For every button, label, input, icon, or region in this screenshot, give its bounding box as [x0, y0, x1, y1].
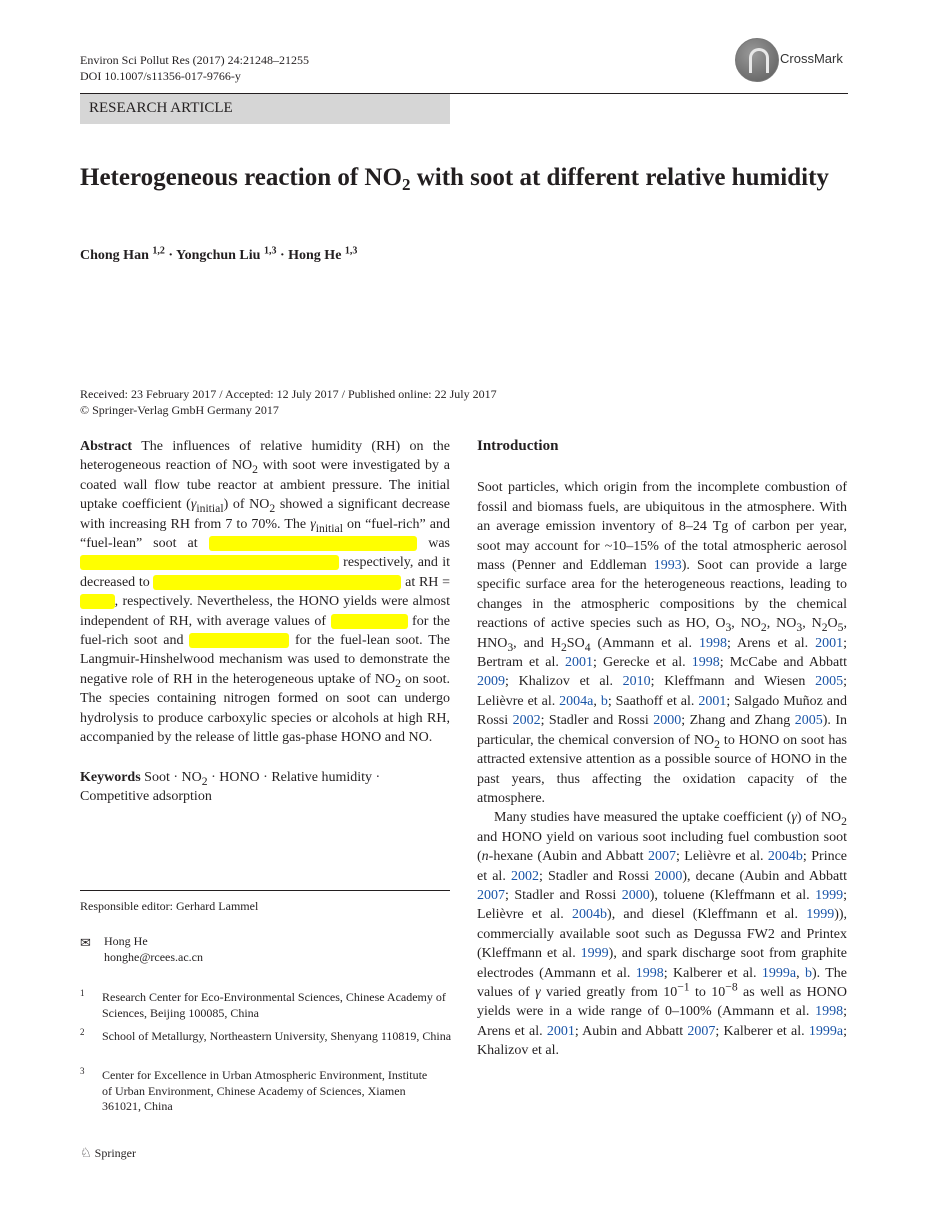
citation-link[interactable]: 2004b — [572, 907, 608, 923]
corresponding-author — [80, 934, 450, 965]
author-name[interactable]: Chong Han — [80, 248, 149, 263]
introduction-column — [477, 437, 847, 1061]
citation-link[interactable]: 2007 — [647, 849, 676, 865]
citation-link[interactable]: 2002 — [510, 868, 539, 884]
citation-link[interactable]: 2001 — [698, 693, 727, 709]
citation-link[interactable]: b — [804, 965, 812, 981]
citation-link[interactable]: 1998 — [698, 635, 727, 651]
citation-link[interactable]: 2009 — [477, 674, 505, 690]
affiliation-number: 3 — [80, 1066, 85, 1076]
abstract: Abstract The influences of relative humidity (RH) on the heterogeneous reaction of $NO_2$ with soot were investigated by a coated wall flow tube reactor at ambient pressure. The initial uptake coefficient $(\gamma_{initial})$ of $NO_2$ showed a significant decrease with increasing RH from 7 to 70%. The $\gamma_{initial}$ on “fuel-rich” and “fuel-lean” soot at was respectively, and it decreased to at RH = , respectively. Nevertheless, the HONO yields were almost independent of RH, with average values of for the fuel-rich soot and for the fuel-lean soot. The Langmuir-Hinshelwood mechanism was used to demonstrate the negative role of RH in the heterogeneous uptake of $NO_2$ on soot. The species containing nitrogen formed on soot can undergo hydrolysis to produce carboxylic species or alcohols at high RH, accompanied by the release of little gas-phase HONO and NO. — [80, 439, 451, 746]
title-text-2: with soot at different relative humidity — [410, 164, 829, 191]
springer-horse-icon: ♘ — [80, 1145, 92, 1160]
keywords: Keywords Soot · $NO_2$ · HONO · Relative humidity · Competitive adsorption — [80, 769, 381, 804]
paper-title — [80, 162, 840, 193]
citation-link[interactable]: 1999 — [806, 907, 835, 923]
author-separator: · — [276, 248, 289, 263]
author-list — [80, 245, 358, 264]
title-text: Heterogeneous reaction of NO — [80, 164, 402, 191]
author-name[interactable]: Hong He — [288, 248, 342, 263]
citation-link[interactable]: 1998 — [635, 965, 664, 981]
copyright: © Springer-Verlag GmbH Germany 2017 — [80, 403, 279, 417]
citation-link[interactable]: 1999 — [815, 887, 844, 903]
article-type-label: RESEARCH ARTICLE — [89, 100, 233, 116]
citation-link[interactable]: 2001 — [815, 635, 844, 651]
author-separator: · — [164, 248, 177, 263]
citation-link[interactable]: 2007 — [477, 887, 505, 903]
contact-name: Hong He — [104, 934, 148, 948]
crossmark-badge[interactable] — [733, 38, 853, 82]
abstract-label: Abstract — [80, 439, 133, 454]
citation-link[interactable]: 2005 — [815, 674, 844, 690]
citation-link[interactable]: 2007 — [687, 1023, 716, 1039]
envelope-icon: ✉ — [80, 935, 91, 950]
crossmark-icon — [735, 38, 779, 82]
keywords-label: Keywords — [80, 769, 141, 785]
section-heading: Introduction — [477, 438, 559, 454]
citation-link[interactable]: 1998 — [815, 1004, 844, 1020]
citation-link[interactable]: 2002 — [512, 713, 541, 729]
highlight-redaction — [80, 555, 339, 570]
citation-link[interactable]: 2010 — [622, 674, 651, 690]
article-type-banner — [80, 94, 450, 124]
citation-link[interactable]: 2000 — [653, 713, 682, 729]
title-subscript: 2 — [401, 175, 411, 194]
contact-email[interactable]: honghe@rcees.ac.cn — [104, 949, 203, 964]
affiliation-number: 2 — [80, 1027, 85, 1037]
publisher-name: Springer — [94, 1146, 136, 1160]
intro-paragraph-2: Many studies have measured the uptake coefficient (γ) of $NO_2$ and HONO yield on various soot including fuel combustion soot (n-hexane (Aubin and Abbatt 2007; Lelièvre et al. 2004b; Prince et al. 2002; Stadler and Rossi 2000), decane (Aubin and Abbatt 2007; Stadler and Rossi 2000), toluene (Kleffmann et al. 1999; Lelièvre et al. 2004b), and diesel (Kleffmann et al. 1999)), commercially available soot such as Degussa FW2 and Printex (Kleffmann et al. 1999), and spark discharge soot from graphite electrodes (Ammann et al. 1998; Kalberer et al. 1999a, b). The values of γ varied greatly from $10^{-1}$ to $10^{-8}$ as well as HONO yields were in a wide range of 0–100% (Ammann et al. 1998; Arens et al. 2001; Aubin and Abbatt 2007; Kalberer et al. 1999a; Khalizov et al. — [477, 810, 848, 1059]
affiliation-number: 1 — [80, 988, 85, 998]
history-dates: Received: 23 February 2017 / Accepted: 12 July 2017 / Published online: 22 July 2017 — [80, 387, 497, 401]
citation-link[interactable]: 2000 — [621, 887, 650, 903]
highlight-redaction — [209, 536, 418, 551]
citation-link[interactable]: 2005 — [794, 713, 823, 729]
journal-line-1: Environ Sci Pollut Res (2017) 24:21248–21255 — [80, 53, 309, 67]
footnote-rule — [80, 890, 450, 891]
journal-citation — [80, 52, 309, 84]
author-name[interactable]: Yongchun Liu — [176, 248, 261, 263]
citation-link[interactable]: 1999a — [808, 1023, 844, 1039]
doi-line: DOI 10.1007/s11356-017-9766-y — [80, 69, 241, 83]
citation-link[interactable]: 2001 — [564, 655, 593, 671]
responsible-editor: Responsible editor: Gerhard Lammel — [80, 899, 259, 913]
citation-link[interactable]: 1993 — [653, 558, 682, 574]
highlight-redaction — [80, 594, 115, 609]
abstract-column — [80, 437, 450, 806]
highlight-redaction — [153, 575, 401, 590]
author-affiliation: 1,3 — [263, 245, 277, 257]
citation-link[interactable]: 2004b — [767, 849, 803, 865]
citation-link[interactable]: 2000 — [654, 868, 683, 884]
crossmark-label: CrossMark — [780, 51, 843, 66]
author-affiliation: 1,2 — [152, 245, 165, 257]
affiliation-text: Research Center for Eco-Environmental Sciences, Chinese Academy of Sciences, Beijing 100085, China — [102, 990, 446, 1020]
intro-paragraph-1: Soot particles, which origin from the incomplete combustion of fossil and biomass fuels, are ubiquitous in the atmosphere. With an average emission inventory of 8–24 Tg of carbon per year, soot may account for ~10–15% of the total atmospheric aerosol mass (Penner and Eddleman 1993). Soot can provide a large specific surface area for the heterogeneous reactions, leading to changes in the atmospheric compositions by the chemical reactions of active species such as HO, $O_3$, $NO_2$, $NO_3$, $N_2O_5$, $HNO_3$, and $H_2SO_4$ (Ammann et al. 1998; Arens et al. 2001; Bertram et al. 2001; Gerecke et al. 1998; McCabe and Abbatt 2009; Khalizov et al. 2010; Kleffmann and Wiesen 2005; Lelièvre et al. 2004a, b; Saathoff et al. 2001; Salgado Muñoz and Rossi 2002; Stadler and Rossi 2000; Zhang and Zhang 2005). In particular, the chemical conversion of $NO_2$ to HONO on soot has attracted extensive attention as a possible source of HONO in the past years, thus affecting the oxidation capacity of the atmosphere. — [477, 480, 848, 806]
highlight-redaction — [331, 614, 408, 629]
publication-dates — [80, 386, 497, 418]
citation-link[interactable]: 1999a — [761, 965, 797, 981]
affiliation-text: School of Metallurgy, Northeastern University, Shenyang 110819, China — [102, 1029, 452, 1043]
affiliation-text: Center for Excellence in Urban Atmospheric Environment, Institute of Urban Environment, Chinese Academy of Sciences, Xiamen 361021, China — [102, 1068, 428, 1113]
citation-link[interactable]: 2004a — [559, 693, 594, 709]
citation-link[interactable]: 1999 — [580, 946, 609, 962]
citation-link[interactable]: 2001 — [546, 1023, 575, 1039]
citation-link[interactable]: 1998 — [691, 655, 720, 671]
publisher-footer — [80, 1145, 136, 1161]
highlight-redaction — [189, 633, 289, 648]
citation-link[interactable]: b — [600, 693, 608, 709]
author-affiliation: 1,3 — [344, 245, 358, 257]
